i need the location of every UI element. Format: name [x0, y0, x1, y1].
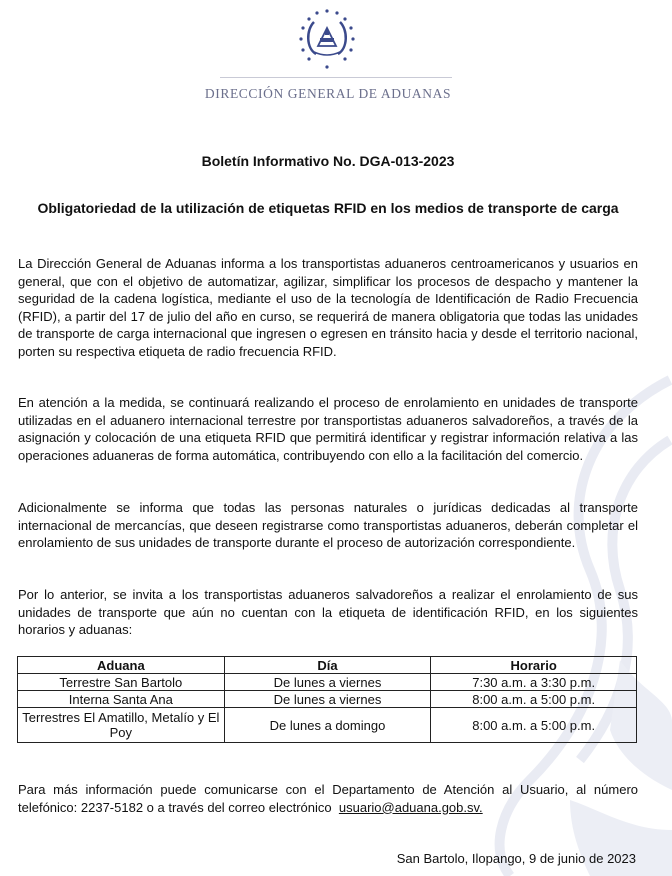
contact-text-body: Para más información puede comunicarse con el Departamento de Atención al Usuario, al número telefónico: 2237-5182 o a través del correo electrónico	[18, 782, 638, 815]
agency-name: DIRECCIÓN GENERAL DE ADUANAS	[204, 86, 452, 101]
table-cell: Terrestre San Bartolo	[18, 674, 225, 691]
paragraph-text: En atención a la medida, se continuará realizando el proceso de enrolamiento en unidades de transporte utilizadas en el aduanero internacional terrestre por transportistas aduaneros salvadoreños, a través de la asignación y colocación de una etiqueta RFID que permitirá identificar y registrar información relativa a las operaciones aduaneras de forma automática, contribuyendo con ello a la facilitación del comercio.	[18, 395, 638, 463]
column-header-horario: Horario	[431, 657, 637, 674]
table-cell: 8:00 a.m. a 5:00 p.m.	[431, 708, 637, 743]
schedule-table	[17, 656, 637, 743]
table-cell: De lunes a viernes	[224, 691, 431, 708]
paragraph-text: Adicionalmente se informa que todas las personas naturales o jurídicas dedicadas al transporte internacional de mercancías, que deseen registrarse como transportistas aduaneros, deberán completar el enrolamiento de sus unidades de transporte durante el proceso de autorización correspondiente.	[18, 500, 638, 550]
paragraph-text: La Dirección General de Aduanas informa a los transportistas aduaneros centroamericanos y usuarios en general, que con el objetivo de automatizar, agilizar, simplificar los procesos de despacho y mantener la seguridad de la cadena logística, mediante el uso de la tecnología de Identificación de Radio Frecuencia (RFID), a partir del 17 de julio del año en curso, se requerirá de manera obligatoria que todas las unidades de transporte de carga internacional que ingresen o egresen en tránsito hacia y desde el territorio nacional, porten su respectiva etiqueta de radio frecuencia RFID.	[18, 256, 638, 359]
paragraph-text: Por lo anterior, se invita a los transportistas aduaneros salvadoreños a realizar el enrolamiento de sus unidades de transporte que aún no cuentan con la etiqueta de identificación RFID, en los siguientes horarios y aduanas:	[18, 587, 638, 637]
table-cell: 7:30 a.m. a 3:30 p.m.	[431, 674, 637, 691]
bulletin-number: Boletín Informativo No. DGA-013-2023	[201, 153, 455, 169]
table-cell: De lunes a domingo	[224, 708, 431, 743]
place-and-date: San Bartolo, Ilopango, 9 de junio de 2023	[396, 851, 636, 866]
table-cell: 8:00 a.m. a 5:00 p.m.	[431, 691, 637, 708]
table-row	[18, 691, 637, 708]
table-row	[18, 674, 637, 691]
contact-paragraph	[18, 781, 638, 816]
column-header-aduana: Aduana	[18, 657, 225, 674]
letterhead	[0, 0, 672, 110]
column-header-dia: Día	[224, 657, 431, 674]
table-cell: Interna Santa Ana	[18, 691, 225, 708]
paragraph-intro	[18, 255, 638, 360]
contact-text	[18, 781, 638, 816]
table-cell: De lunes a viernes	[224, 674, 431, 691]
table-row	[18, 708, 637, 743]
document-title: Obligatoriedad de la utilización de etiquetas RFID en los medios de transporte de carga	[37, 200, 619, 216]
paragraph-registration	[18, 499, 638, 552]
paragraph-invitation	[18, 586, 638, 639]
email-link[interactable]: usuario@aduana.gob.sv.	[338, 799, 483, 815]
el-salvador-coat-of-arms-icon	[296, 8, 358, 70]
header-divider	[220, 77, 452, 78]
table-header-row	[18, 657, 637, 674]
table-cell: Terrestres El Amatillo, Metalío y El Poy	[18, 708, 225, 743]
paragraph-enrollment	[18, 394, 638, 464]
